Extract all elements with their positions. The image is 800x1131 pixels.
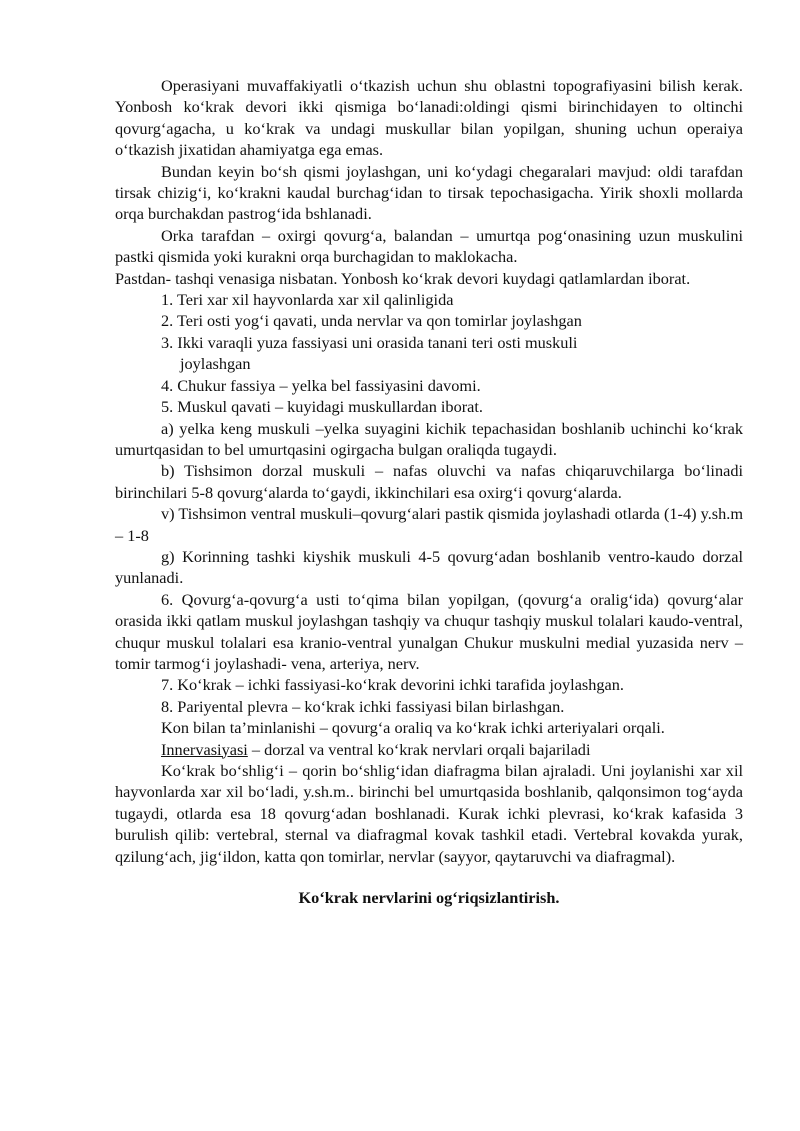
- paragraph-muscle-a: a) yelka keng muskuli –yelka suyagini kichik tepachasidan boshlanib uchinchi ko‘krak umurtqasidan to bel umurtqasini ogirgacha bulgan oraliqda tugaydi.: [115, 418, 743, 459]
- list-item-layer-3: 3. Ikki varaqli yuza fassiyasi uni orasida tanani teri osti muskuli joylashgan: [161, 332, 578, 374]
- list-item-layer-4: 4. Chukur fassiya – yelka bel fassiyasini davomi.: [161, 375, 481, 395]
- paragraph-topography: Operasiyani muvaffakiyatli o‘tkazish uchun shu oblastni topografiyasini bilish kerak. Yonbosh ko‘krak devori ikki qismiga bo‘lanadi:oldingi qismi birinchidayen to oltinchi qovurg‘agacha, u ko‘krak va undagi muskullar bilan yopilgan, shuning uchun operaiya o‘tkazish jixatidan ahamiyatga ega emas.: [115, 76, 743, 160]
- paragraph-muscle-g: g) Korinning tashki kiyshik muskuli 4-5 qovurg‘adan boshlanib ventro-kaudo dorzal yunlanadi.: [115, 546, 743, 588]
- document-page: [115, 75, 743, 908]
- paragraph-lower-border: Pastdan- tashqi venasiga nisbatan. Yonbosh ko‘krak devori kuydagi qatlamlardan iborat.: [115, 268, 691, 288]
- list-item-layer-1: 1. Teri xar xil hayvonlarda xar xil qalinligida: [161, 290, 454, 310]
- paragraph-blood-supply: Kon bilan ta’minlanishi – qovurg‘a oraliq va ko‘krak ichki arteriyalari orqali.: [161, 718, 665, 738]
- paragraph-layer-8: 8. Pariyental plevra – ko‘krak ichki fassiyasi bilan birlashgan.: [161, 696, 565, 716]
- list-item-layer-5: 5. Muskul qavati – kuyidagi muskullardan iborat.: [161, 397, 483, 417]
- paragraph-layer-7: 7. Ko‘krak – ichki fassiyasi-ko‘krak devorini ichki tarafida joylashgan.: [161, 675, 624, 695]
- list-item-layer-2: 2. Teri osti yog‘i qavati, unda nervlar va qon tomirlar joylashgan: [161, 311, 582, 331]
- paragraph-thoracic-cavity: Ko‘krak bo‘shlig‘i – qorin bo‘shlig‘idan diafragma bilan ajraladi. Uni joylanishi xar xil hayvonlarda xar xil bo‘ladi, y.sh.m.. birinchi bel umurtqasida boshlanib, qalqonsimon tog‘ayda tugaydi, otlarda esa 18 qovurg‘adan boshlanadi. Kurak ichki plevrasi, ko‘krak kafasida 3 burulish qilib: vertebral, sternal va diafragmal kovak tashkil etadi. Vertebral kovakda yurak, qzilung‘ach, jig‘ildon, katta qon tomirlar, nervlar (sayyor, qaytaruvchi va diafragmal).: [115, 761, 743, 866]
- innervation-term: Innervasiyasi: [161, 739, 248, 759]
- paragraph-layer-6: 6. Qovurg‘a-qovurg‘a usti to‘qima bilan yopilgan, (qovurg‘a oralig‘ida) qovurg‘alar orasida ikki qatlam muskul joylashgan tashqiy va chuqur tashqiy muskul tolalari kaudo-ventral, chuqur muskul tolalari esa kranio-ventral yunalgan Chukur muskulni medial yuzasida nerv – tomir tarmog‘i joylashadi- vena, arteriya, nerv.: [115, 589, 743, 673]
- paragraph-muscle-v: v) Tishsimon ventral muskuli–qovurg‘alari pastik qismida joylashadi otlarda (1-4) y.sh.m – 1-8: [115, 504, 743, 545]
- paragraph-posterior-border: Orka tarafdan – oxirgi qovurg‘a, balandan – umurtqa pog‘onasining uzun muskulini pastki qismida yoki kurakni orqa burchagidan to maklokacha.: [115, 225, 743, 267]
- paragraph-empty-part: Bundan keyin bo‘sh qismi joylashgan, uni ko‘ydagi chegaralari mavjud: oldi tarafdan tirsak chizig‘i, ko‘krakni kaudal burchag‘idan to tirsak tepochasigacha. Yirik shoxli mollarda orqa burchakdan pastrog‘ida bshlanadi.: [115, 161, 743, 224]
- innervation-text: – dorzal va ventral ko‘krak nervlari orqali bajariladi: [247, 739, 591, 759]
- section-heading: Ko‘krak nervlarini og‘riqsizlantirish.: [298, 888, 560, 908]
- paragraph-innervation: [115, 739, 743, 760]
- paragraph-muscle-b: b) Tishsimon dorzal muskuli – nafas oluvchi va nafas chiqaruvchilarga bo‘linadi birinchilari 5-8 qovurg‘alarda to‘gaydi, ikkinchilari esa oxirg‘i qovurg‘alarda.: [115, 461, 743, 502]
